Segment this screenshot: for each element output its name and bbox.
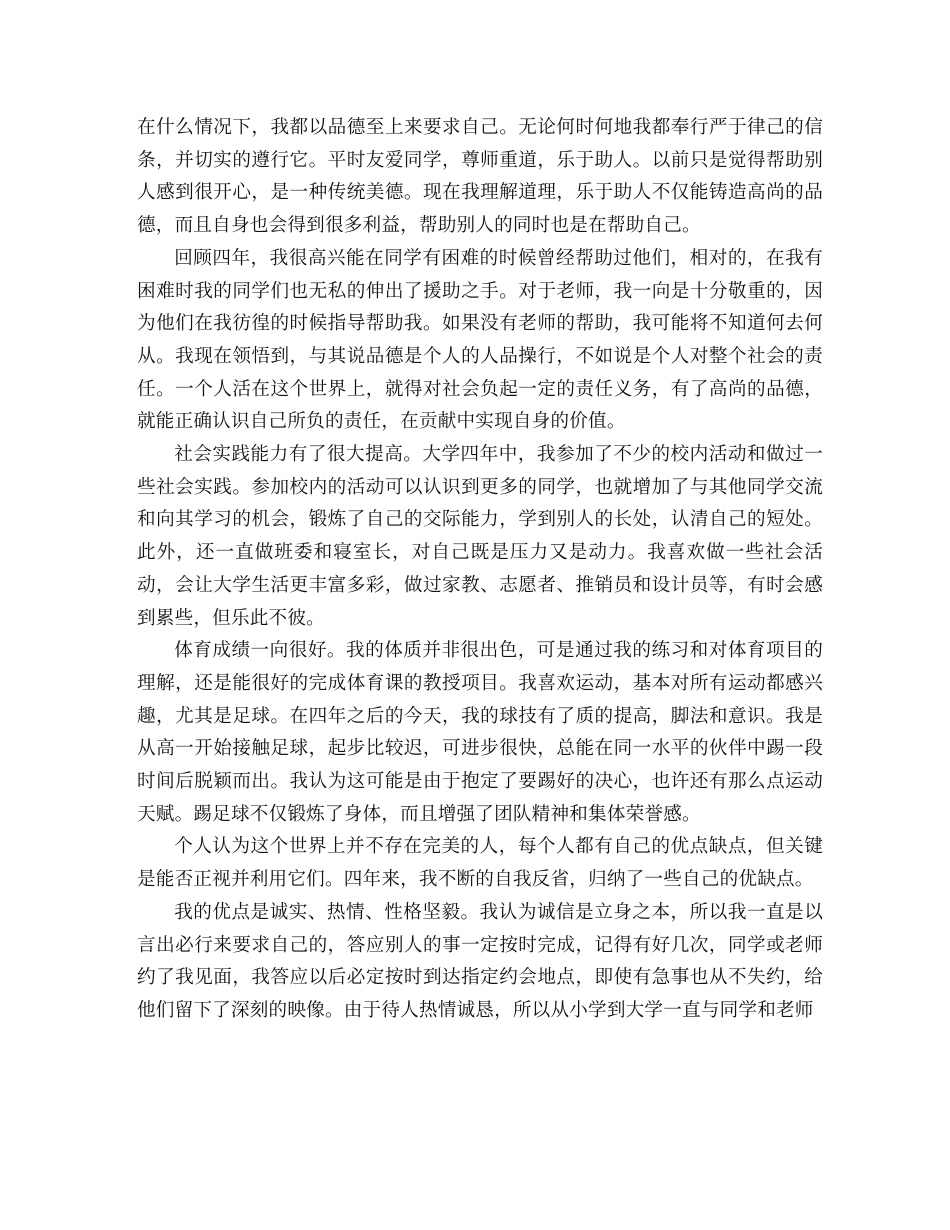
paragraph-social-practice: 社会实践能力有了很大提高。大学四年中，我参加了不少的校内活动和做过一些社会实践。参加校内的活动可以认识到更多的同学，也就增加了与其他同学交流和向其学习的机会，锻炼了自己的交际能力，学到别人的长处，认清自己的短处。此外，还一直做班委和寝室长，对自己既是压力又是动力。我喜欢做一些社会活动，会让大学生活更丰富多彩，做过家教、志愿者、推销员和设计员等，有时会感到累些，但乐此不彼。 [137, 444, 823, 629]
document-body [137, 112, 823, 1028]
paragraph-strengths-weaknesses-intro: 个人认为这个世界上并不存在完美的人，每个人都有自己的优点缺点，但关键是能否正视并利用它们。四年来，我不断的自我反省，归纳了一些自己的优缺点。 [137, 836, 823, 891]
paragraph-sports: 体育成绩一向很好。我的体质并非很出色，可是通过我的练习和对体育项目的理解，还是能很好的完成体育课的教授项目。我喜欢运动，基本对所有运动都感兴趣，尤其是足球。在四年之后的今天，我的球技有了质的提高，脚法和意识。我是从高一开始接触足球，起步比较迟，可进步很快，总能在同一水平的伙伴中踢一段时间后脱颖而出。我认为这可能是由于抱定了要踢好的决心，也许还有那么点运动天赋。踢足球不仅锻炼了身体，而且增强了团队精神和集体荣誉感。 [137, 640, 823, 825]
paragraph-strengths: 我的优点是诚实、热情、性格坚毅。我认为诚信是立身之本，所以我一直是以言出必行来要求自己的，答应别人的事一定按时完成，记得有好几次，同学或老师约了我见面，我答应以后必定按时到达指定约会地点，即使有急事也从不失约，给他们留下了深刻的映像。由于待人热情诚恳，所以从小学到大学一直与同学和老师 [137, 901, 823, 1021]
paragraph-moral-character-continued: 在什么情况下，我都以品德至上来要求自己。无论何时何地我都奉行严于律己的信条，并切实的遵行它。平时友爱同学，尊师重道，乐于助人。以前只是觉得帮助别人感到很开心，是一种传统美德。现在我理解道理，乐于助人不仅能铸造高尚的品德，而且自身也会得到很多利益，帮助别人的同时也是在帮助自己。 [137, 117, 823, 237]
paragraph-looking-back: 回顾四年，我很高兴能在同学有困难的时候曾经帮助过他们，相对的，在我有困难时我的同学们也无私的伸出了援助之手。对于老师，我一向是十分敬重的，因为他们在我彷徨的时候指导帮助我。如果没有老师的帮助，我可能将不知道何去何从。我现在领悟到，与其说品德是个人的人品操行，不如说是个人对整个社会的责任。一个人活在这个世界上，就得对社会负起一定的责任义务，有了高尚的品德，就能正确认识自己所负的责任，在贡献中实现自身的价值。 [137, 247, 823, 433]
